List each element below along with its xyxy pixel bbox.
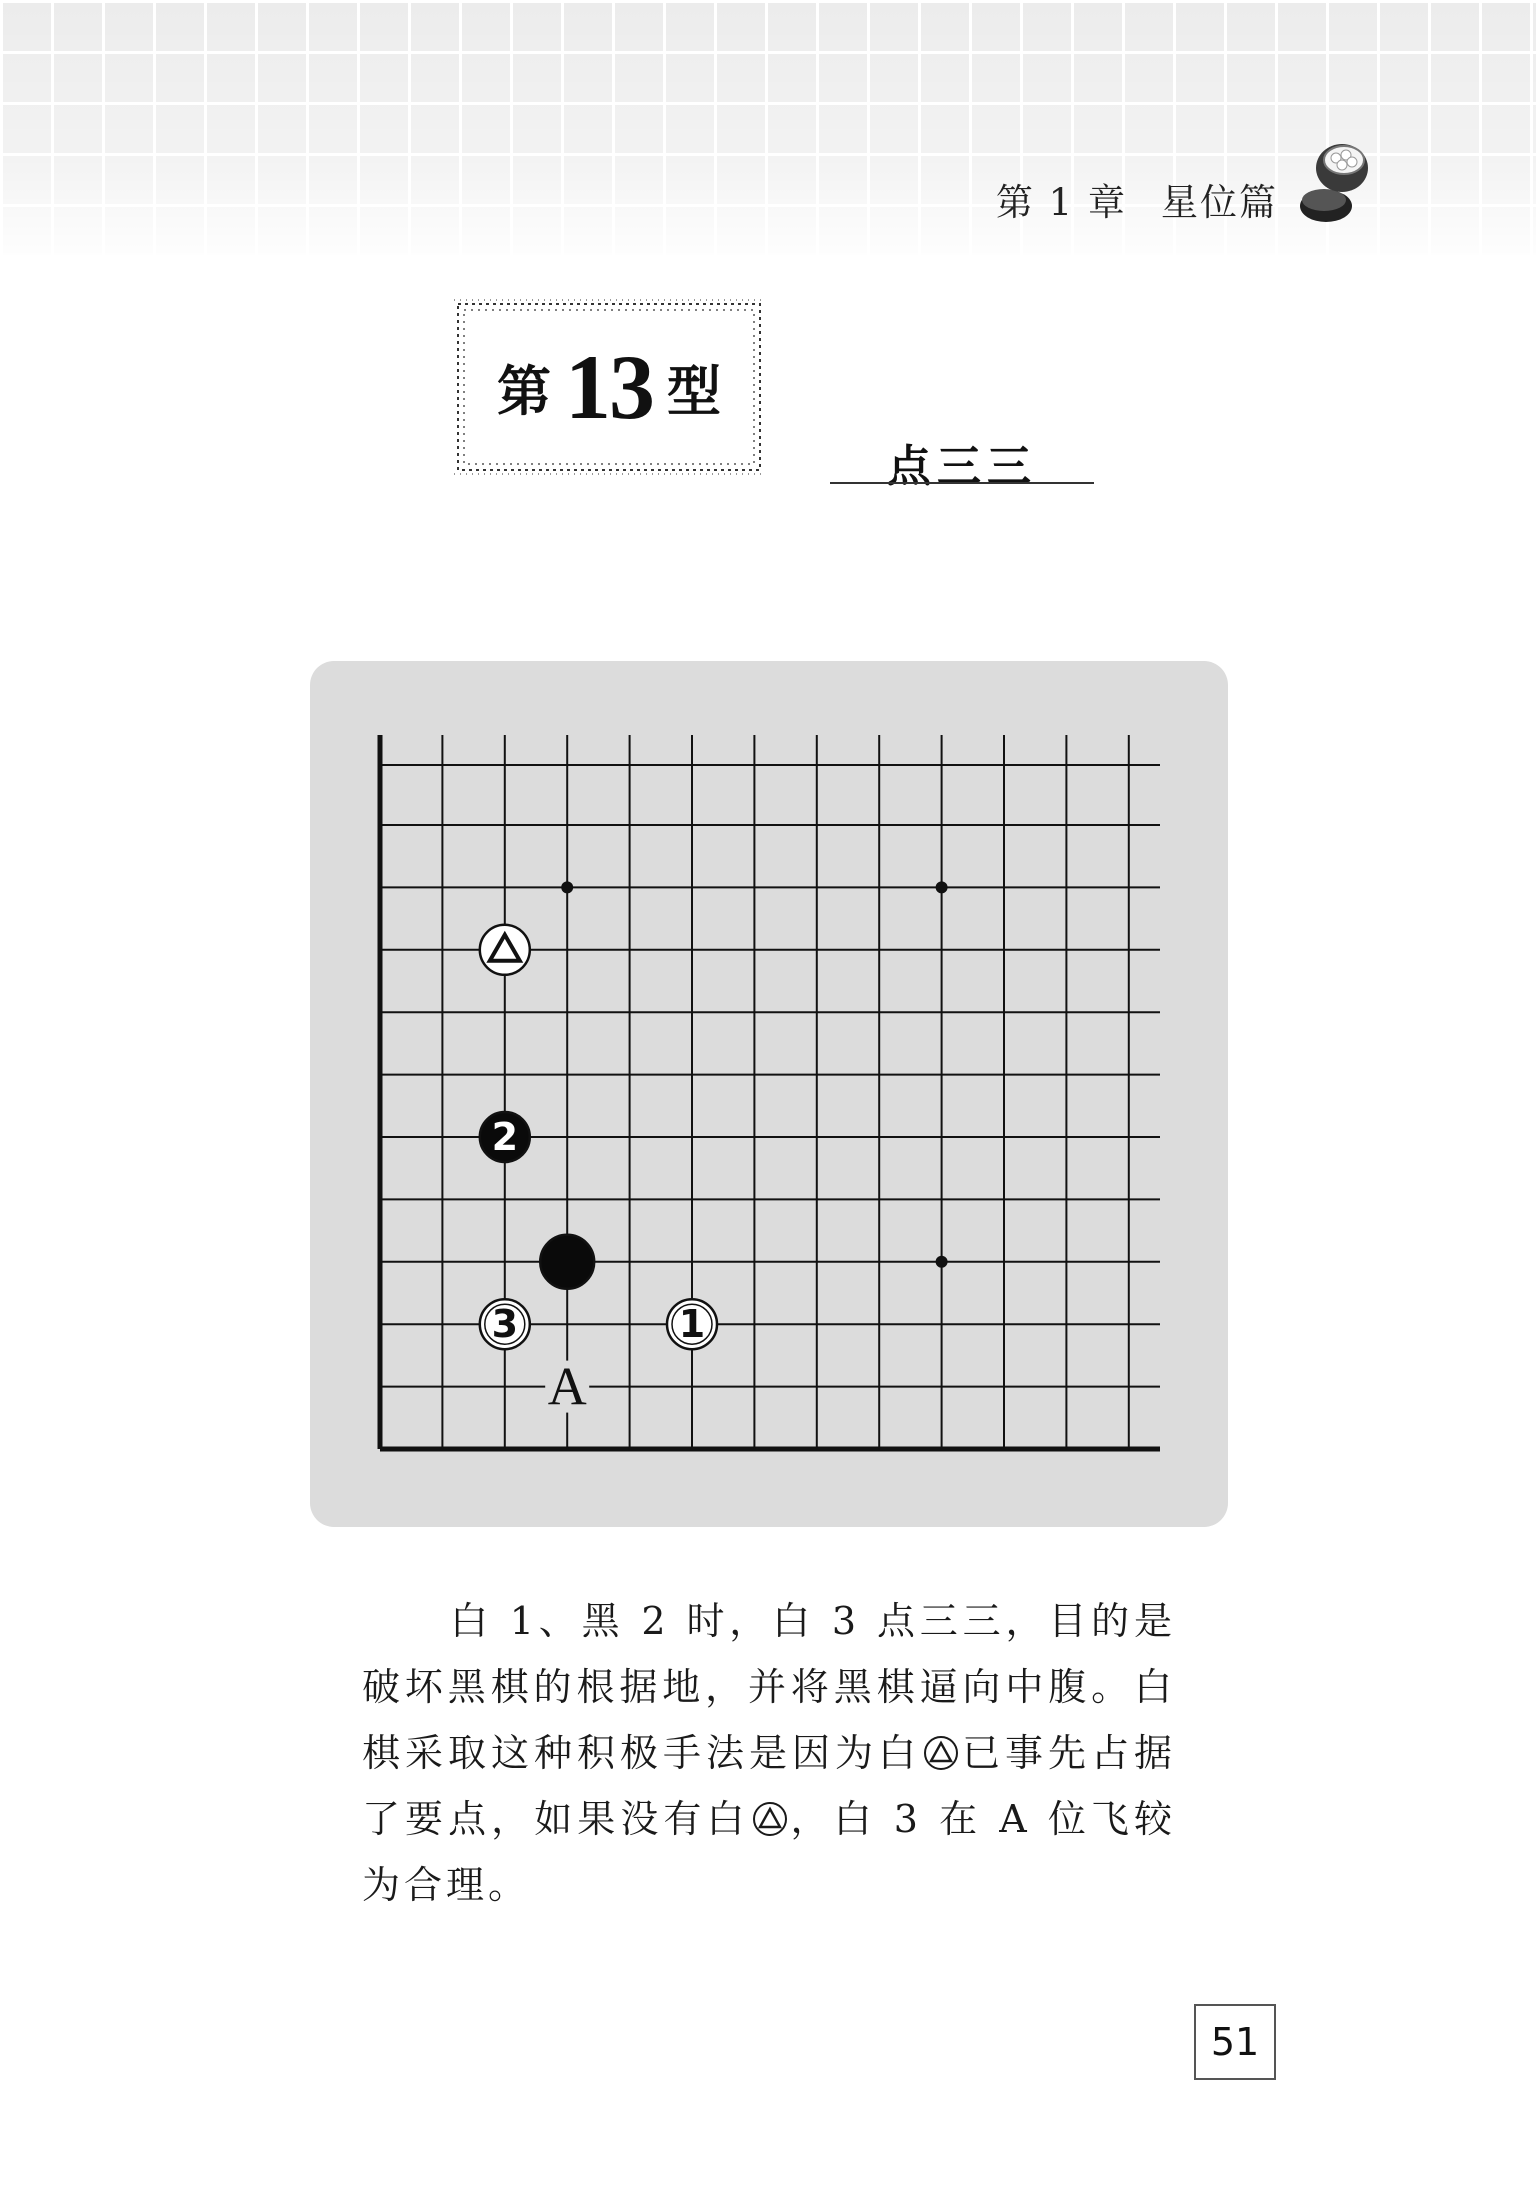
point-label-a: A bbox=[547, 1356, 587, 1417]
go-board bbox=[310, 661, 1228, 1527]
title-prefix: 第 bbox=[497, 358, 551, 423]
chapter-number-label: 第 1 章 bbox=[995, 181, 1127, 224]
pattern-subtitle: 点三三 bbox=[887, 441, 1037, 492]
commentary-seg-3: ，白 3 在 A 位飞较为合理。 bbox=[362, 1797, 1176, 1907]
circled-triangle-icon bbox=[752, 1801, 788, 1837]
black-stone bbox=[540, 1235, 594, 1289]
commentary-seg-2: 已事先占据了要点，如果没有白 bbox=[362, 1731, 1176, 1841]
pattern-title bbox=[452, 298, 766, 476]
commentary-text bbox=[362, 1588, 1176, 1918]
go-stone-bowl-icon bbox=[1286, 138, 1376, 228]
chapter-name: 星位篇 bbox=[1161, 181, 1278, 224]
pattern-title-frame bbox=[452, 298, 766, 476]
stone-move-number: 3 bbox=[491, 1302, 519, 1347]
title-suffix: 型 bbox=[667, 358, 721, 423]
stone-move-number: 1 bbox=[678, 1302, 706, 1347]
star-point bbox=[936, 881, 948, 893]
commentary-seg-1: 白 1、黑 2 时，白 3 点三三，目的是破坏黑棋的根据地，并将黑棋逼向中腹。白棋采取这种积极手法是因为白 bbox=[362, 1599, 1176, 1775]
go-board-panel bbox=[310, 661, 1228, 1527]
star-point bbox=[936, 1256, 948, 1268]
subtitle-underline bbox=[830, 482, 1094, 484]
circled-triangle-icon bbox=[923, 1735, 959, 1771]
page-number: 51 bbox=[1194, 2004, 1276, 2080]
title-number: 13 bbox=[565, 336, 653, 438]
stone-move-number: 2 bbox=[491, 1115, 519, 1159]
star-point bbox=[561, 881, 573, 893]
chapter-label bbox=[996, 172, 1278, 226]
